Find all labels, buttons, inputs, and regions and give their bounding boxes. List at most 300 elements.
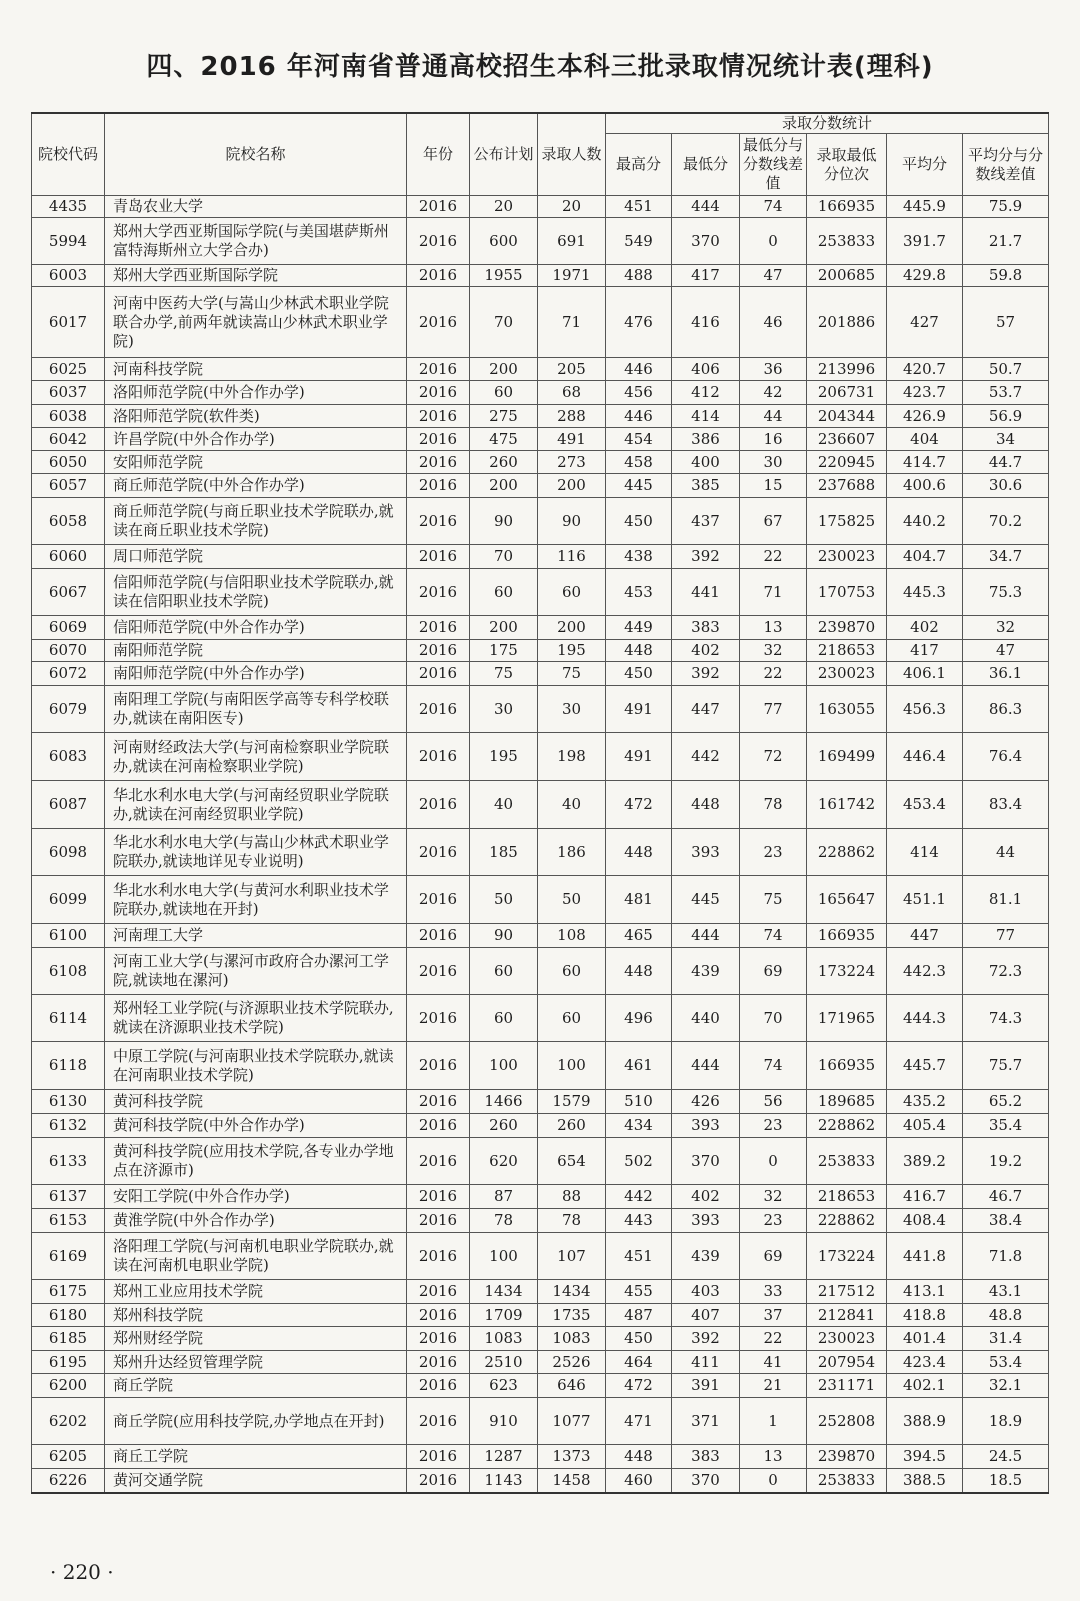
cell-code: 6042 [32,428,105,451]
cell-min-diff: 78 [740,781,807,829]
cell-avg: 420.7 [887,358,963,381]
cell-avg: 456.3 [887,686,963,733]
cell-year: 2016 [407,1398,470,1445]
cell-rank: 212841 [807,1304,887,1327]
table-row [32,662,1049,686]
cell-rank: 253833 [807,1469,887,1493]
cell-min: 439 [672,1233,740,1280]
cell-avg-diff: 32.1 [963,1374,1049,1398]
cell-admitted: 691 [538,218,606,265]
cell-rank: 169499 [807,733,887,781]
cell-year: 2016 [407,1445,470,1469]
cell-rank: 166935 [807,1042,887,1090]
cell-code: 6025 [32,358,105,381]
cell-rank: 228862 [807,1114,887,1138]
cell-plan: 60 [470,569,538,616]
cell-min-diff: 69 [740,948,807,995]
cell-max: 496 [606,995,672,1042]
cell-max: 454 [606,428,672,451]
cell-min-diff: 41 [740,1351,807,1374]
table-row [32,1280,1049,1304]
cell-code: 6195 [32,1351,105,1374]
cell-max: 449 [606,616,672,640]
cell-min: 393 [672,1114,740,1138]
cell-admitted: 60 [538,569,606,616]
cell-min-diff: 15 [740,474,807,498]
table-row [32,1304,1049,1327]
cell-code: 6169 [32,1233,105,1280]
cell-name: 黄河科技学院(中外合作办学) [105,1114,407,1138]
cell-avg: 441.8 [887,1233,963,1280]
cell-min: 444 [672,196,740,218]
table-row [32,358,1049,381]
cell-plan: 620 [470,1138,538,1185]
cell-avg-diff: 74.3 [963,995,1049,1042]
cell-admitted: 646 [538,1374,606,1398]
table-row [32,474,1049,498]
table-row [32,781,1049,829]
cell-avg-diff: 76.4 [963,733,1049,781]
cell-rank: 173224 [807,948,887,995]
cell-code: 6133 [32,1138,105,1185]
cell-min: 370 [672,1138,740,1185]
cell-max: 472 [606,781,672,829]
cell-min-diff: 30 [740,451,807,474]
cell-max: 445 [606,474,672,498]
cell-plan: 200 [470,358,538,381]
cell-avg: 402.1 [887,1374,963,1398]
cell-avg: 391.7 [887,218,963,265]
cell-name: 中原工学院(与河南职业技术学院联办,就读在河南职业技术学院) [105,1042,407,1090]
cell-min: 370 [672,218,740,265]
cell-admitted: 1083 [538,1327,606,1351]
cell-avg: 389.2 [887,1138,963,1185]
cell-year: 2016 [407,265,470,287]
table-row [32,1090,1049,1114]
table-row [32,451,1049,474]
cell-code: 6202 [32,1398,105,1445]
cell-plan: 1466 [470,1090,538,1114]
cell-name: 洛阳理工学院(与河南机电职业学院联办,就读在河南机电职业学院) [105,1233,407,1280]
cell-max: 450 [606,1327,672,1351]
cell-plan: 910 [470,1398,538,1445]
cell-year: 2016 [407,428,470,451]
cell-avg-diff: 18.9 [963,1398,1049,1445]
cell-year: 2016 [407,1469,470,1493]
cell-year: 2016 [407,640,470,662]
cell-name: 许昌学院(中外合作办学) [105,428,407,451]
cell-year: 2016 [407,474,470,498]
cell-min: 393 [672,829,740,876]
cell-admitted: 68 [538,381,606,405]
cell-max: 471 [606,1398,672,1445]
table-row [32,616,1049,640]
cell-min-diff: 1 [740,1398,807,1445]
cell-rank: 200685 [807,265,887,287]
cell-min: 402 [672,1185,740,1209]
cell-code: 6057 [32,474,105,498]
cell-name: 南阳理工学院(与南阳医学高等专科学校联办,就读在南阳医专) [105,686,407,733]
cell-max: 442 [606,1185,672,1209]
cell-min-diff: 22 [740,545,807,569]
cell-min: 400 [672,451,740,474]
cell-year: 2016 [407,196,470,218]
table-row [32,1042,1049,1090]
cell-max: 502 [606,1138,672,1185]
cell-avg: 442.3 [887,948,963,995]
cell-avg: 406.1 [887,662,963,686]
cell-min: 444 [672,924,740,948]
cell-plan: 200 [470,616,538,640]
cell-code: 6130 [32,1090,105,1114]
cell-avg: 427 [887,287,963,358]
table-row [32,1445,1049,1469]
cell-year: 2016 [407,1304,470,1327]
cell-code: 6132 [32,1114,105,1138]
cell-min-diff: 71 [740,569,807,616]
cell-rank: 201886 [807,287,887,358]
cell-plan: 1434 [470,1280,538,1304]
cell-name: 洛阳师范学院(软件类) [105,405,407,428]
cell-min-diff: 75 [740,876,807,924]
table-row [32,287,1049,358]
cell-year: 2016 [407,1327,470,1351]
cell-avg-diff: 71.8 [963,1233,1049,1280]
cell-avg: 414 [887,829,963,876]
cell-plan: 70 [470,545,538,569]
cell-admitted: 654 [538,1138,606,1185]
cell-plan: 70 [470,287,538,358]
cell-min-diff: 74 [740,196,807,218]
cell-code: 5994 [32,218,105,265]
cell-min-diff: 13 [740,1445,807,1469]
cell-code: 6114 [32,995,105,1042]
cell-max: 458 [606,451,672,474]
header-min-diff: 最低分与分数线差值 [740,134,807,196]
cell-admitted: 1579 [538,1090,606,1114]
cell-year: 2016 [407,1042,470,1090]
cell-avg-diff: 53.4 [963,1351,1049,1374]
cell-admitted: 88 [538,1185,606,1209]
cell-admitted: 1971 [538,265,606,287]
cell-avg: 435.2 [887,1090,963,1114]
cell-plan: 78 [470,1209,538,1233]
cell-min-diff: 0 [740,1138,807,1185]
cell-min: 386 [672,428,740,451]
cell-min-diff: 72 [740,733,807,781]
cell-plan: 100 [470,1233,538,1280]
cell-rank: 170753 [807,569,887,616]
cell-year: 2016 [407,948,470,995]
cell-rank: 230023 [807,662,887,686]
cell-plan: 90 [470,924,538,948]
table-row [32,1351,1049,1374]
cell-min-diff: 33 [740,1280,807,1304]
cell-code: 6185 [32,1327,105,1351]
cell-max: 448 [606,640,672,662]
cell-plan: 275 [470,405,538,428]
cell-avg: 417 [887,640,963,662]
cell-admitted: 1735 [538,1304,606,1327]
cell-plan: 175 [470,640,538,662]
header-plan: 公布计划 [470,113,538,196]
cell-max: 461 [606,1042,672,1090]
cell-min-diff: 56 [740,1090,807,1114]
cell-code: 6050 [32,451,105,474]
cell-admitted: 1434 [538,1280,606,1304]
cell-plan: 600 [470,218,538,265]
cell-code: 6069 [32,616,105,640]
cell-code: 6058 [32,498,105,545]
cell-plan: 195 [470,733,538,781]
cell-admitted: 205 [538,358,606,381]
cell-avg-diff: 38.4 [963,1209,1049,1233]
cell-max: 491 [606,733,672,781]
cell-name: 商丘工学院 [105,1445,407,1469]
cell-avg: 401.4 [887,1327,963,1351]
cell-min-diff: 21 [740,1374,807,1398]
cell-min: 448 [672,781,740,829]
cell-rank: 253833 [807,1138,887,1185]
cell-rank: 213996 [807,358,887,381]
cell-name: 商丘师范学院(与商丘职业技术学院联办,就读在商丘职业技术学院) [105,498,407,545]
cell-min-diff: 23 [740,1209,807,1233]
cell-code: 6037 [32,381,105,405]
cell-avg-diff: 48.8 [963,1304,1049,1327]
cell-name: 黄河交通学院 [105,1469,407,1493]
cell-max: 453 [606,569,672,616]
cell-name: 信阳师范学院(中外合作办学) [105,616,407,640]
cell-admitted: 60 [538,995,606,1042]
cell-plan: 75 [470,662,538,686]
cell-min: 370 [672,1469,740,1493]
cell-max: 476 [606,287,672,358]
cell-min-diff: 77 [740,686,807,733]
cell-name: 华北水利水电大学(与黄河水利职业技术学院联办,就读地在开封) [105,876,407,924]
cell-name: 安阳工学院(中外合作办学) [105,1185,407,1209]
cell-max: 456 [606,381,672,405]
cell-year: 2016 [407,381,470,405]
cell-plan: 185 [470,829,538,876]
cell-avg: 429.8 [887,265,963,287]
cell-name: 黄淮学院(中外合作办学) [105,1209,407,1233]
cell-year: 2016 [407,1280,470,1304]
cell-admitted: 491 [538,428,606,451]
cell-name: 商丘师范学院(中外合作办学) [105,474,407,498]
cell-plan: 1083 [470,1327,538,1351]
cell-admitted: 100 [538,1042,606,1090]
cell-name: 郑州轻工业学院(与济源职业技术学院联办,就读在济源职业技术学院) [105,995,407,1042]
cell-name: 郑州大学西亚斯国际学院(与美国堪萨斯州富特海斯州立大学合办) [105,218,407,265]
cell-avg-diff: 56.9 [963,405,1049,428]
cell-name: 郑州财经学院 [105,1327,407,1351]
cell-name: 郑州升达经贸管理学院 [105,1351,407,1374]
cell-min-diff: 67 [740,498,807,545]
cell-rank: 161742 [807,781,887,829]
cell-code: 6153 [32,1209,105,1233]
table-row [32,218,1049,265]
cell-min: 383 [672,616,740,640]
cell-year: 2016 [407,218,470,265]
cell-min: 385 [672,474,740,498]
cell-year: 2016 [407,1374,470,1398]
cell-min: 416 [672,287,740,358]
cell-rank: 220945 [807,451,887,474]
cell-min-diff: 46 [740,287,807,358]
cell-admitted: 200 [538,616,606,640]
cell-min: 371 [672,1398,740,1445]
table-row [32,381,1049,405]
table-row [32,1114,1049,1138]
cell-plan: 40 [470,781,538,829]
cell-max: 450 [606,498,672,545]
cell-avg-diff: 57 [963,287,1049,358]
table-row [32,545,1049,569]
cell-avg: 446.4 [887,733,963,781]
cell-year: 2016 [407,995,470,1042]
cell-avg: 445.7 [887,1042,963,1090]
page-number: · 220 · [50,1560,114,1584]
cell-avg: 423.4 [887,1351,963,1374]
cell-admitted: 116 [538,545,606,569]
table-row [32,1209,1049,1233]
cell-min-diff: 22 [740,662,807,686]
cell-admitted: 200 [538,474,606,498]
cell-rank: 231171 [807,1374,887,1398]
cell-code: 6067 [32,569,105,616]
cell-rank: 218653 [807,640,887,662]
cell-max: 472 [606,1374,672,1398]
table-row [32,948,1049,995]
cell-min-diff: 36 [740,358,807,381]
cell-avg-diff: 65.2 [963,1090,1049,1114]
cell-name: 商丘学院(应用科技学院,办学地点在开封) [105,1398,407,1445]
cell-min-diff: 0 [740,218,807,265]
cell-name: 洛阳师范学院(中外合作办学) [105,381,407,405]
cell-min: 392 [672,545,740,569]
cell-rank: 237688 [807,474,887,498]
cell-code: 6175 [32,1280,105,1304]
header-name: 院校名称 [105,113,407,196]
cell-min: 392 [672,1327,740,1351]
cell-plan: 1287 [470,1445,538,1469]
cell-min-diff: 32 [740,1185,807,1209]
cell-avg-diff: 83.4 [963,781,1049,829]
cell-name: 河南工业大学(与漯河市政府合办漯河工学院,就读地在漯河) [105,948,407,995]
cell-rank: 218653 [807,1185,887,1209]
cell-avg: 451.1 [887,876,963,924]
cell-plan: 20 [470,196,538,218]
cell-min: 391 [672,1374,740,1398]
cell-year: 2016 [407,358,470,381]
cell-name: 商丘学院 [105,1374,407,1398]
cell-year: 2016 [407,1090,470,1114]
cell-rank: 173224 [807,1233,887,1280]
cell-rank: 204344 [807,405,887,428]
cell-plan: 60 [470,948,538,995]
cell-code: 6137 [32,1185,105,1209]
table-row [32,1233,1049,1280]
cell-min: 447 [672,686,740,733]
cell-code: 6003 [32,265,105,287]
cell-avg-diff: 86.3 [963,686,1049,733]
cell-max: 450 [606,662,672,686]
table-row [32,1327,1049,1351]
header-admitted: 录取人数 [538,113,606,196]
cell-rank: 217512 [807,1280,887,1304]
cell-name: 河南中医药大学(与嵩山少林武术职业学院联合办学,前两年就读嵩山少林武术职业学院) [105,287,407,358]
cell-avg: 405.4 [887,1114,963,1138]
cell-avg-diff: 36.1 [963,662,1049,686]
table-row [32,428,1049,451]
header-avg: 平均分 [887,134,963,196]
cell-avg-diff: 75.3 [963,569,1049,616]
cell-name: 南阳师范学院 [105,640,407,662]
cell-name: 黄河科技学院(应用技术学院,各专业办学地点在济源市) [105,1138,407,1185]
cell-admitted: 186 [538,829,606,876]
cell-name: 华北水利水电大学(与河南经贸职业学院联办,就读在河南经贸职业学院) [105,781,407,829]
cell-admitted: 1077 [538,1398,606,1445]
cell-admitted: 60 [538,948,606,995]
cell-avg: 404 [887,428,963,451]
cell-avg-diff: 31.4 [963,1327,1049,1351]
cell-avg: 453.4 [887,781,963,829]
table-row [32,569,1049,616]
header-max: 最高分 [606,134,672,196]
header-avg-diff: 平均分与分数线差值 [963,134,1049,196]
cell-max: 460 [606,1469,672,1493]
cell-max: 491 [606,686,672,733]
cell-avg: 414.7 [887,451,963,474]
cell-avg-diff: 72.3 [963,948,1049,995]
cell-max: 448 [606,948,672,995]
cell-code: 6108 [32,948,105,995]
cell-max: 510 [606,1090,672,1114]
cell-avg-diff: 44.7 [963,451,1049,474]
table-row [32,1138,1049,1185]
cell-avg: 423.7 [887,381,963,405]
admission-stats-table [31,112,1049,1494]
cell-max: 446 [606,405,672,428]
cell-admitted: 1458 [538,1469,606,1493]
cell-min-diff: 32 [740,640,807,662]
table-row [32,1398,1049,1445]
cell-year: 2016 [407,1351,470,1374]
header-year: 年份 [407,113,470,196]
cell-admitted: 71 [538,287,606,358]
table-row [32,995,1049,1042]
cell-rank: 252808 [807,1398,887,1445]
cell-year: 2016 [407,733,470,781]
cell-avg: 400.6 [887,474,963,498]
cell-min: 383 [672,1445,740,1469]
cell-avg: 444.3 [887,995,963,1042]
cell-rank: 230023 [807,545,887,569]
cell-min: 406 [672,358,740,381]
cell-min-diff: 69 [740,1233,807,1280]
cell-name: 信阳师范学院(与信阳职业技术学院联办,就读在信阳职业技术学院) [105,569,407,616]
cell-min: 403 [672,1280,740,1304]
cell-name: 黄河科技学院 [105,1090,407,1114]
cell-max: 448 [606,829,672,876]
cell-max: 549 [606,218,672,265]
table-row [32,640,1049,662]
table-row [32,686,1049,733]
cell-min-diff: 74 [740,924,807,948]
cell-name: 郑州工业应用技术学院 [105,1280,407,1304]
cell-avg-diff: 19.2 [963,1138,1049,1185]
cell-avg-diff: 77 [963,924,1049,948]
